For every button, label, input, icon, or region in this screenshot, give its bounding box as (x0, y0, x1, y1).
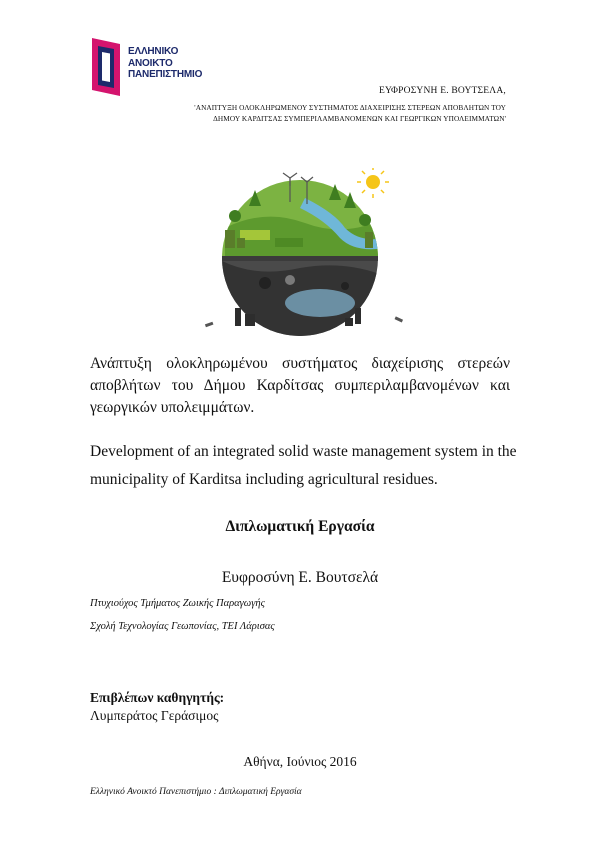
affiliation-line-1: Πτυχιούχος Τμήματος Ζωικής Παραγωγής (90, 598, 265, 609)
header-subtitle-line-2: ΔΗΜΟΥ ΚΑΡΔΙΤΣΑΣ ΣΥΜΠΕΡΙΛΑΜΒΑΝΟΜΕΝΩΝ ΚΑΙ ΓΕΩΡΓΙΚΩΝ ΥΠΟΛΕΙΜΜΑΤΩΝ' (213, 114, 506, 123)
logo-text (128, 46, 202, 81)
english-title: Development of an integrated solid waste management system in the municipality of Karditsa including agricultural residues. (90, 443, 517, 488)
eco-globe-illustration (195, 168, 410, 343)
place-date: Αθήνα, Ιούνιος 2016 (243, 754, 357, 769)
eco-globe-icon (195, 168, 410, 343)
logo-line-2: ΑΝΟΙΚΤΟ (128, 57, 173, 69)
eap-logo-icon (90, 36, 124, 98)
supervisor-label: Επιβλέπων καθηγητής: (90, 690, 225, 705)
page-footer: Ελληνικό Ανοικτό Πανεπιστήμιο : Διπλωματική Εργασία (90, 787, 302, 797)
affiliation-line-2: Σχολή Τεχνολογίας Γεωπονίας, ΤΕΙ Λάρισας (90, 621, 275, 632)
author-name: Ευφροσύνη Ε. Βουτσελά (221, 569, 379, 586)
supervisor-name: Λυμπεράτος Γεράσιμος (90, 708, 219, 723)
sun-icon (357, 168, 389, 198)
logo-line-3: ΠΑΝΕΠΙΣΤΗΜΙΟ (128, 69, 203, 80)
greek-title: Ανάπτυξη ολοκληρωμένου συστήματος διαχείρισης στερεών αποβλήτων του Δήμου Καρδίτσας συμπεριλαμβανομένων και γεωργικών υπολειμμάτων. (90, 355, 510, 416)
header-author: ΕΥΦΡΟΣΥΝΗ Ε. ΒΟΥΤΣΕΛΑ, (379, 86, 506, 96)
thesis-type: Διπλωματική Εργασία (225, 518, 375, 535)
logo-line-1: ΕΛΛΗΝΙΚΟ (128, 46, 179, 57)
university-logo (90, 36, 203, 100)
header-subtitle-line-1: 'ΑΝΑΠΤΥΞΗ ΟΛΟΚΛΗΡΩΜΕΝΟΥ ΣΥΣΤΗΜΑΤΟΣ ΔΙΑΧΕΙΡΙΣΗΣ ΣΤΕΡΕΩΝ ΑΠΟΒΛΗΤΩΝ ΤΟΥ (194, 103, 506, 112)
